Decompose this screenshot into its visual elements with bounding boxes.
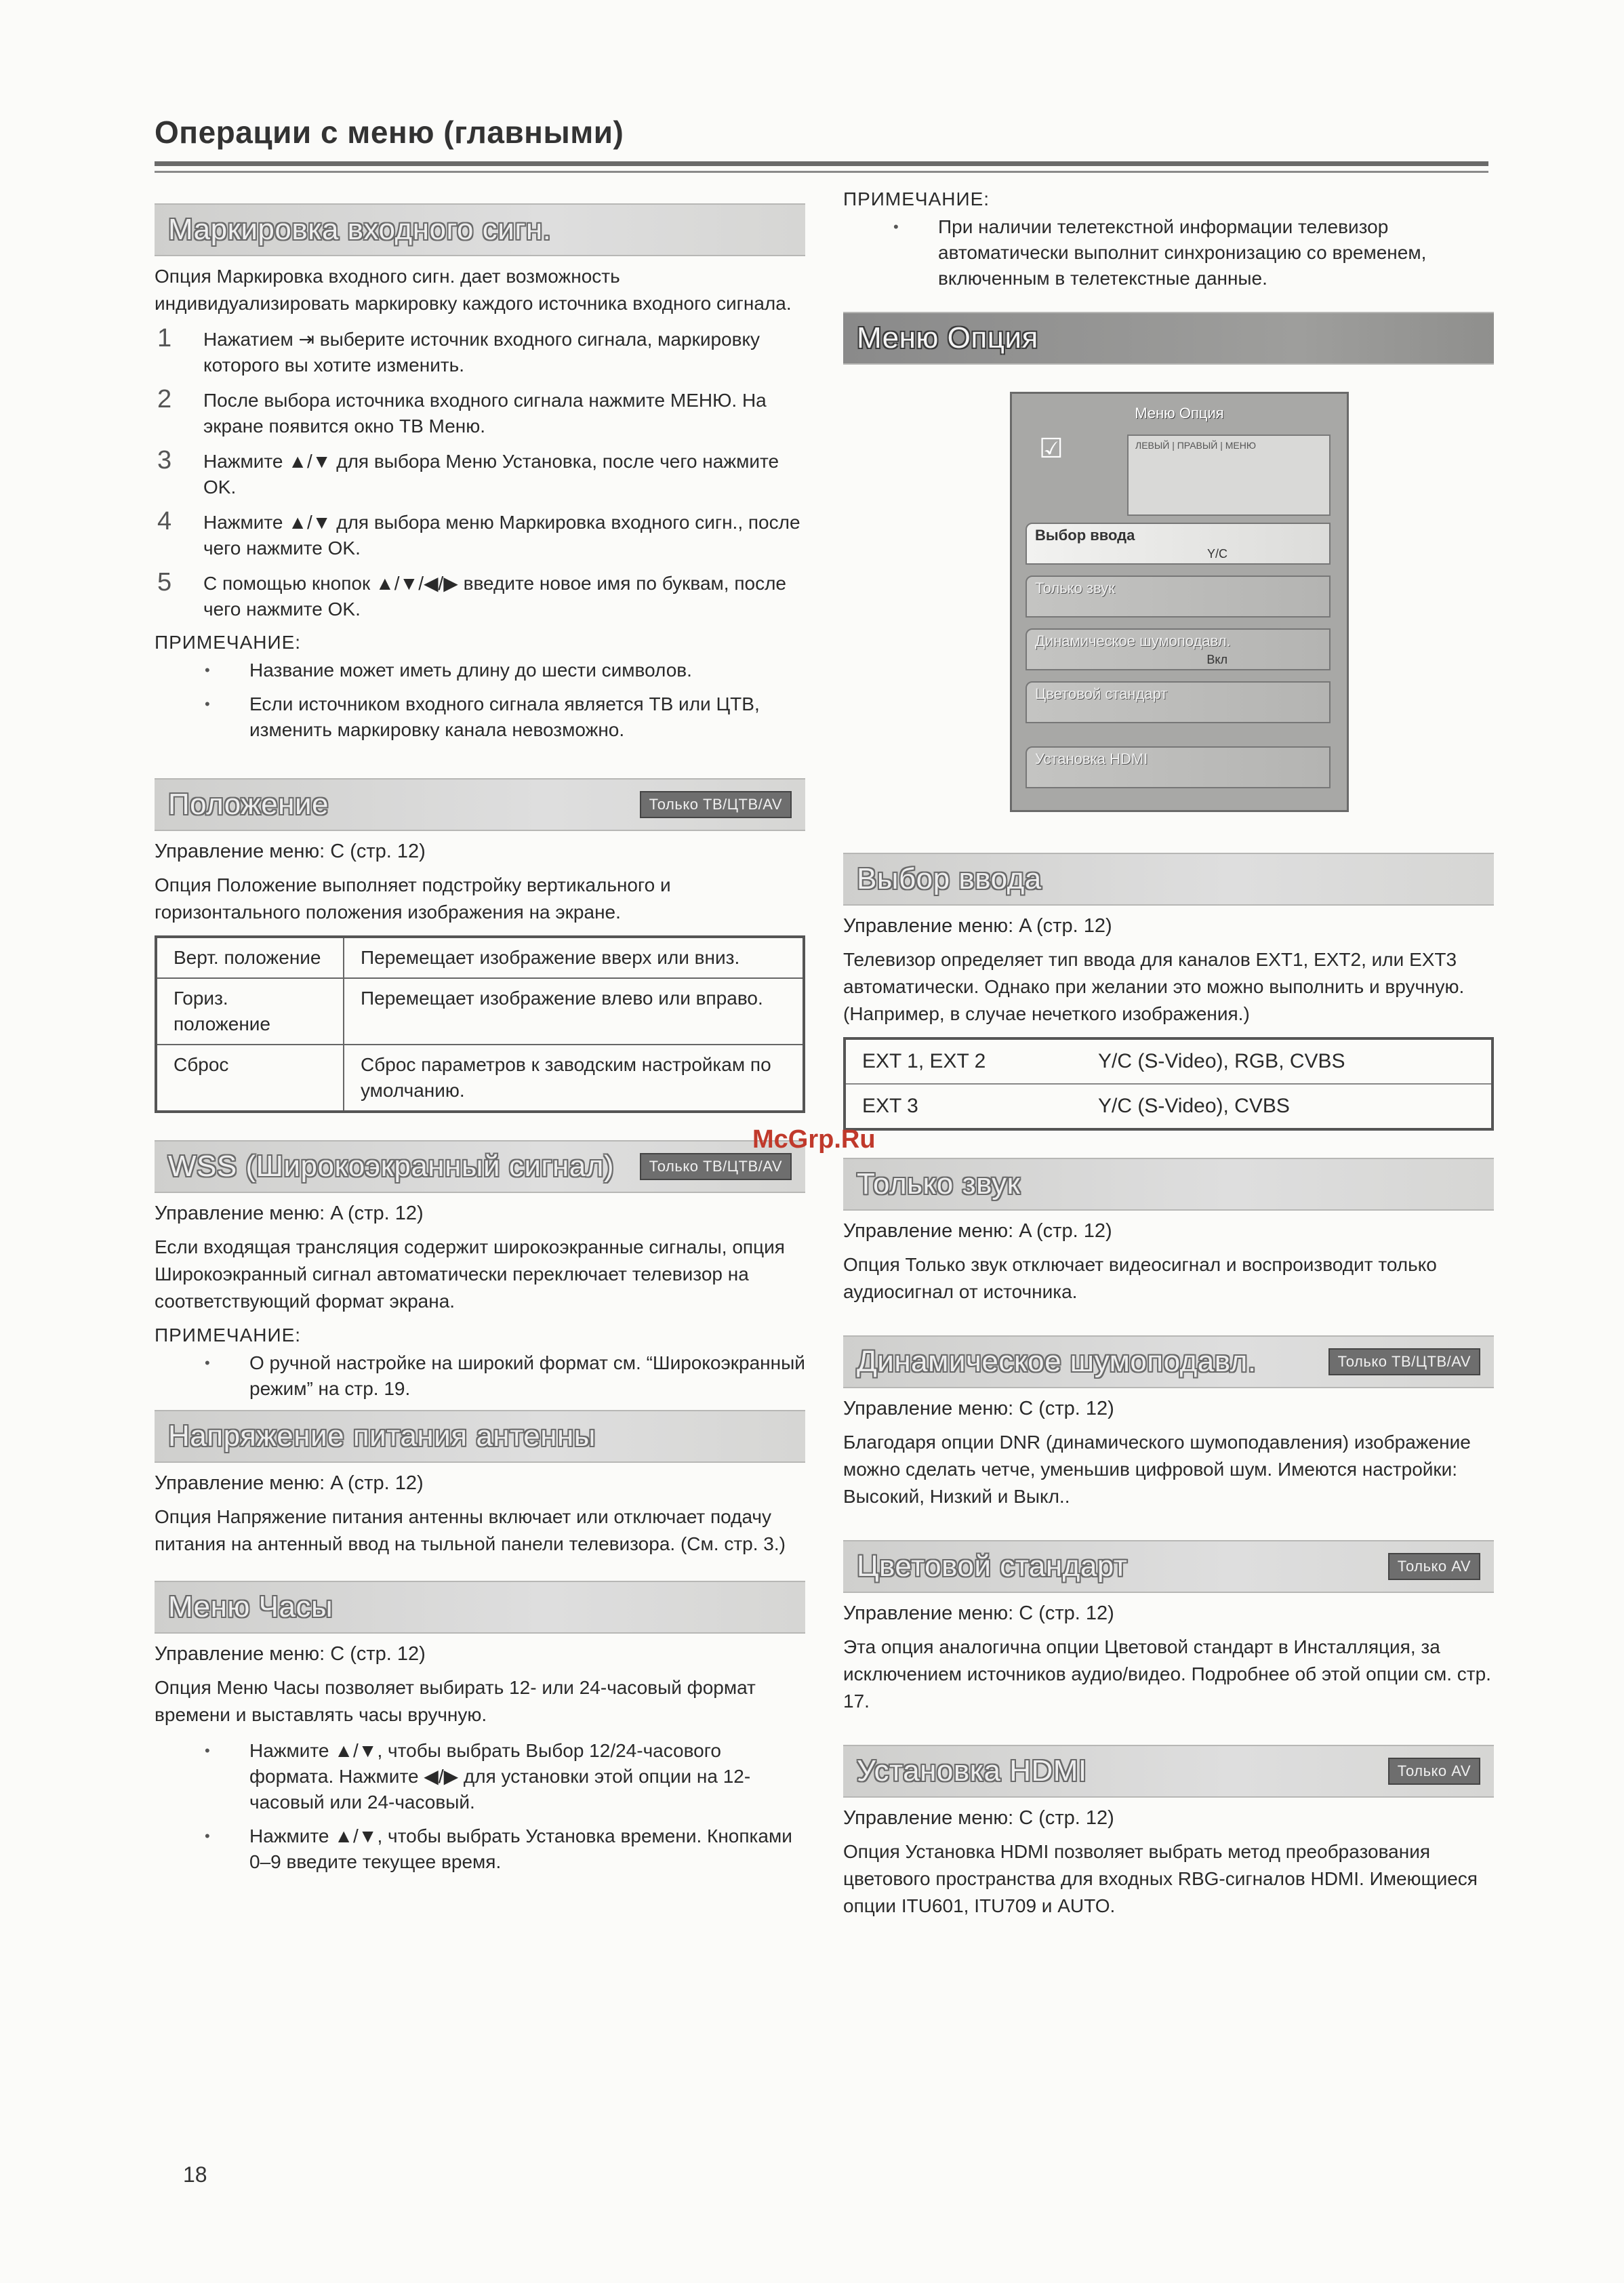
availability-badge: Только ТВ/ЦТВ/AV — [1328, 1348, 1480, 1375]
notes-list — [843, 214, 1494, 291]
table-key: EXT 3 — [862, 1095, 918, 1117]
table-key: Сброс — [156, 1045, 344, 1112]
menu-control-note: Управление меню: C (стр. 12) — [843, 1602, 1114, 1624]
menu-control-note: Управление меню: A (стр. 12) — [843, 915, 1112, 937]
page-number: 18 — [183, 2162, 207, 2187]
section-title: Только звук — [857, 1167, 1021, 1200]
menu-hint: ЛЕВЫЙ | ПРАВЫЙ | МЕНЮ — [1127, 435, 1331, 516]
section-input-label-header — [155, 203, 805, 256]
menu-row-color-system — [1026, 681, 1331, 723]
section-position-header — [155, 778, 805, 831]
note-title: ПРИМЕЧАНИЕ: — [155, 1325, 302, 1346]
section-color-system-header — [843, 1540, 1494, 1593]
section-title: Напряжение питания антенны — [168, 1419, 596, 1453]
section-intro: Благодаря опции DNR (динамического шумоподавления) изображение можно сделать четче, уменьшив цифровой шум. Имеются настройки: Высокий, Низкий и Выкл.. — [843, 1432, 1471, 1507]
table-value: Сброс параметров к заводским настройкам по умолчанию. — [344, 1045, 804, 1112]
table-value: Y/C (S-Video), RGB, CVBS — [1082, 1038, 1493, 1084]
section-intro: Опция Установка HDMI позволяет выбрать метод преобразования цветового пространства для входных RBG-сигналов HDMI. Имеющиеся опции ITU601, ITU709 и AUTO. — [843, 1841, 1478, 1916]
menu-control-note: Управление меню: C (стр. 12) — [155, 1643, 426, 1665]
section-input-select-header — [843, 853, 1494, 906]
section-title: Установка HDMI — [857, 1754, 1087, 1787]
table-value: Перемещает изображение вверх или вниз. — [344, 937, 804, 978]
right-column — [843, 184, 1494, 1929]
step-item: 3 Нажмите ▲/▼ для выбора Меню Установка, после чего нажмите OK. — [157, 446, 779, 498]
menu-control-note: Управление меню: A (стр. 12) — [155, 1203, 424, 1224]
left-column — [155, 203, 805, 1883]
table-value: Перемещает изображение влево или вправо. — [344, 978, 804, 1045]
menu-screen-title: Меню Опция — [1135, 405, 1224, 422]
availability-badge: Только ТВ/ЦТВ/AV — [640, 791, 792, 818]
table-row — [845, 1038, 1493, 1084]
menu-control-note: Управление меню: C (стр. 12) — [843, 1807, 1114, 1829]
table-row — [156, 937, 804, 978]
availability-badge: Только ТВ/ЦТВ/AV — [640, 1153, 792, 1180]
section-title: Выбор ввода — [857, 862, 1042, 895]
menu-control-note: Управление меню: A (стр. 12) — [155, 1472, 424, 1494]
menu-row-hdmi — [1026, 746, 1331, 788]
menu-row-label: Выбор ввода — [1035, 527, 1135, 544]
menu-row-input-select — [1026, 523, 1331, 565]
table-row — [156, 1045, 804, 1112]
title-rule-thin — [155, 171, 1488, 173]
section-title: Меню Опция — [857, 321, 1038, 355]
menu-control-note: Управление меню: C (стр. 12) — [843, 1398, 1114, 1419]
menu-row-audio-only — [1026, 575, 1331, 618]
table-key: Гориз. положение — [156, 978, 344, 1045]
section-title: Динамическое шумоподавл. — [857, 1345, 1257, 1378]
section-intro: Телевизор определяет тип ввода для каналов EXT1, EXT2, или EXT3 автоматически. Однако при желании это можно выполнить и вручную. (Например, в случае нечеткого изображения.) — [843, 949, 1465, 1024]
steps-list — [155, 324, 805, 622]
title-rule — [155, 161, 1488, 166]
section-intro: Эта опция аналогична опции Цветовой стандарт в Инсталляция, за исключением источников аудио/видео. Подробнее об этой опции см. стр. 17. — [843, 1636, 1491, 1712]
menu-row-value: Y/C — [1206, 547, 1227, 561]
section-intro: Опция Только звук отключает видеосигнал и воспроизводит только аудиосигнал от источника. — [843, 1254, 1437, 1302]
input-type-table — [843, 1037, 1494, 1131]
section-title: Меню Часы — [168, 1590, 333, 1623]
menu-row-label: Динамическое шумоподавл. — [1035, 632, 1231, 649]
note-title: ПРИМЕЧАНИЕ: — [155, 632, 302, 653]
table-row — [156, 978, 804, 1045]
section-intro: Опция Напряжение питания антенны включает или отключает подачу питания на антенный ввод на тыльной панели телевизора. (См. стр. 3.) — [155, 1506, 786, 1554]
section-intro: Опция Меню Часы позволяет выбирать 12- или 24-часовый формат времени и выставлять часы вручную. — [155, 1677, 756, 1725]
note-item: • Название может иметь длину до шести символов. — [155, 658, 805, 683]
page-title: Операции с меню (главными) — [155, 115, 624, 150]
step-item: 5 С помощью кнопок ▲/▼/◀/▶ введите новое имя по буквам, после чего нажмите OK. — [157, 568, 786, 620]
note-title: ПРИМЕЧАНИЕ: — [843, 188, 990, 209]
section-wss-header — [155, 1140, 805, 1193]
position-table — [155, 935, 805, 1113]
table-row — [845, 1084, 1493, 1129]
table-value: Y/C (S-Video), CVBS — [1098, 1095, 1290, 1117]
note-item: • О ручной настройке на широкий формат см. “Широкоэкранный режим” на стр. 19. — [155, 1350, 805, 1402]
note-item: • Нажмите ▲/▼, чтобы выбрать Выбор 12/24-часового формата. Нажмите ◀/▶ для установки этой опции на 12-часовый или 24-часовый. — [155, 1738, 805, 1815]
menu-row-label: Цветовой стандарт — [1035, 685, 1168, 702]
section-intro: Опция Положение выполняет подстройку вертикального и горизонтального положения изображения на экране. — [155, 874, 671, 923]
menu-row-label: Установка HDMI — [1035, 750, 1148, 767]
step-item: 4 Нажмите ▲/▼ для выбора меню Маркировка входного сигн., после чего нажмите OK. — [157, 507, 800, 559]
section-hdmi-header — [843, 1745, 1494, 1798]
menu-control-note: Управление меню: A (стр. 12) — [843, 1220, 1112, 1242]
note-item: • Если источником входного сигнала является ТВ или ЦТВ, изменить маркировку канала невозможно. — [155, 691, 805, 743]
notes-list — [155, 1738, 805, 1875]
section-antenna-header — [155, 1410, 805, 1463]
section-title: WSS (Широкоэкранный сигнал) — [168, 1150, 615, 1183]
section-title: Цветовой стандарт — [857, 1550, 1128, 1583]
availability-badge: Только AV — [1388, 1758, 1480, 1785]
section-intro: Опция Маркировка входного сигн. дает возможность индивидуализировать маркировку каждого источника входного сигнала. — [155, 266, 792, 314]
watermark: McGrp.Ru — [752, 1125, 876, 1154]
table-key: Верт. положение — [156, 937, 344, 978]
step-item: 1 Нажатием ⇥ выберите источник входного сигнала, маркировку которого вы хотите изменить. — [157, 324, 760, 376]
menu-control-note: Управление меню: C (стр. 12) — [155, 841, 426, 862]
notes-list — [155, 658, 805, 743]
section-clock-header — [155, 1581, 805, 1634]
section-audio-only-header — [843, 1158, 1494, 1211]
section-option-menu-header — [843, 312, 1494, 365]
section-title: Маркировка входного сигн. — [168, 213, 552, 246]
section-intro: Если входящая трансляция содержит широкоэкранные сигналы, опция Широкоэкранный сигнал автоматически переключает телевизор на соответствующий формат экрана. — [155, 1236, 785, 1312]
step-item: 2 После выбора источника входного сигнала нажмите МЕНЮ. На экране появится окно ТВ Меню. — [157, 385, 767, 437]
section-dnr-header — [843, 1335, 1494, 1388]
option-menu-screen — [1010, 392, 1349, 812]
section-title: Положение — [168, 788, 329, 821]
table-key: EXT 1, EXT 2 — [845, 1038, 1082, 1084]
note-item: • Нажмите ▲/▼, чтобы выбрать Установка времени. Кнопками 0–9 введите текущее время. — [155, 1823, 805, 1875]
menu-row-dnr — [1026, 628, 1331, 670]
checkmark-icon: ☑ — [1039, 434, 1063, 464]
menu-row-value: Вкл — [1206, 653, 1227, 666]
menu-row-label: Только звук — [1035, 580, 1115, 597]
note-item: • При наличии телетекстной информации телевизор автоматически выполнит синхронизацию со временем, включенным в телетекстные данные. — [843, 214, 1494, 291]
notes-list — [155, 1350, 805, 1402]
availability-badge: Только AV — [1388, 1553, 1480, 1580]
